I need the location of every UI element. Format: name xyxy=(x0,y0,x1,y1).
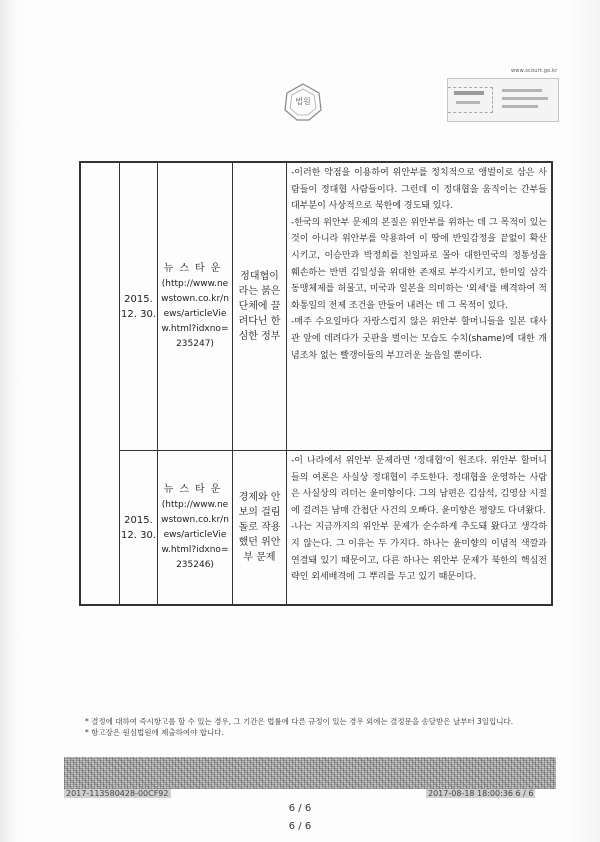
site-url: www.scourt.go.kr xyxy=(511,68,558,74)
source-name: 뉴스타운 xyxy=(163,484,227,495)
verification-stamp xyxy=(447,78,559,122)
source-cell xyxy=(158,163,233,451)
blank-cell xyxy=(81,163,120,605)
source-cell xyxy=(158,451,233,605)
footnote: * 결정에 대하여 즉시항고를 할 수 있는 경우, 그 기간은 법률에 다른 규정이 있는 경우 외에는 결정문을 송달받은 날부터 3일입니다. xyxy=(85,717,514,726)
body-cell xyxy=(287,163,552,451)
footnote: * 항고장은 원심법원에 제출하여야 합니다. xyxy=(85,728,224,737)
table-row xyxy=(81,163,552,451)
source-url: (http://www.newstown.co.kr/news/articleView.html?idxno=235246) xyxy=(161,500,229,570)
title-cell: 경제와 안보의 걸림돌로 작용했던 위안부 문제 xyxy=(233,451,287,605)
body-paragraph: -이러한 약점을 이용하여 위안부를 정치적으로 앵벌이로 삼은 사람들이 정대협 사람들이다. 그런데 이 정대협을 움직이는 간부들 대부분이 사상적으로 북한에 경도돼 있다. xyxy=(291,168,547,212)
document-timestamp: 2017-08-18 18:00:36 6 / 6 xyxy=(428,789,534,798)
date-cell: 2015. 12. 30. xyxy=(120,163,158,451)
body-paragraph: -나는 지금까지의 위안부 문제가 순수하게 추도돼 왔다고 생각하지 않는다. 그 이유는 두 가지다. 하나는 윤미향의 이념적 색깔과 연결돼 있기 때문이고, 다른 하나는 위안부 문제가 북한의 핵심전략인 외세배격에 그 뿌리를 두고 있기 때문이다. xyxy=(291,522,547,583)
page-number-bottom: 6 / 6 xyxy=(288,821,312,832)
source-url: (http://www.newstown.co.kr/news/articleView.html?idxno=235247) xyxy=(161,279,229,349)
source-name: 뉴스타운 xyxy=(163,263,227,274)
body-paragraph: -한국의 위안부 문제의 본질은 위안부를 위하는 데 그 목적이 있는 것이 아니라 위안부를 악용하여 이 땅에 반일감정을 끝없이 확산시키고, 이승만과 박정희를 친일파로 몰아 대한민국의 정통성을 훼손하는 반면 김일성을 위대한 존재로 부각시키고, 한미일 삼각동맹체제를 허물고, 미국과 일본을 의미하는 '외세'를 배격하여 적화통일의 전제 조건을 만들어 내려는 데 그 목적이 있다. xyxy=(291,217,547,311)
scan-noise-strip xyxy=(64,757,556,789)
body-cell xyxy=(287,451,552,605)
document-id: 2017-113580428-00CF92 xyxy=(66,789,169,798)
seal-text: 법원 xyxy=(295,97,311,106)
page-number: 6 / 6 xyxy=(288,803,312,814)
title-cell: 정대협이라는 붉은 단체에 끌려다닌 한심한 정부 xyxy=(233,163,287,451)
court-seal-icon xyxy=(283,82,323,122)
article-table xyxy=(79,161,553,606)
date-cell: 2015. 12. 30. xyxy=(120,451,158,605)
body-paragraph: -매주 수요일마다 자랑스럽지 않은 위안부 할머니들을 일본 대사관 앞에 데려다가 굿판을 벌이는 모습도 수치(shame)에 대한 개념조차 없는 빨갱이들의 부끄러운 놀음일 뿐이다. xyxy=(291,317,547,361)
body-paragraph: -이 나라에서 위안부 문제라면 '정대협'이 원조다. 위안부 할머니들의 여론은 사실상 정대협이 주도한다. 정대협을 운영하는 사람은 사실상의 리더는 윤미향이다. 그의 남편은 김삼석, 김영삼 시절에 걸려든 남매 간첩단 사건의 오빠다. 윤미향은 평양도 다녀왔다. xyxy=(291,456,547,516)
footnotes xyxy=(85,717,555,739)
table-row xyxy=(81,451,552,605)
